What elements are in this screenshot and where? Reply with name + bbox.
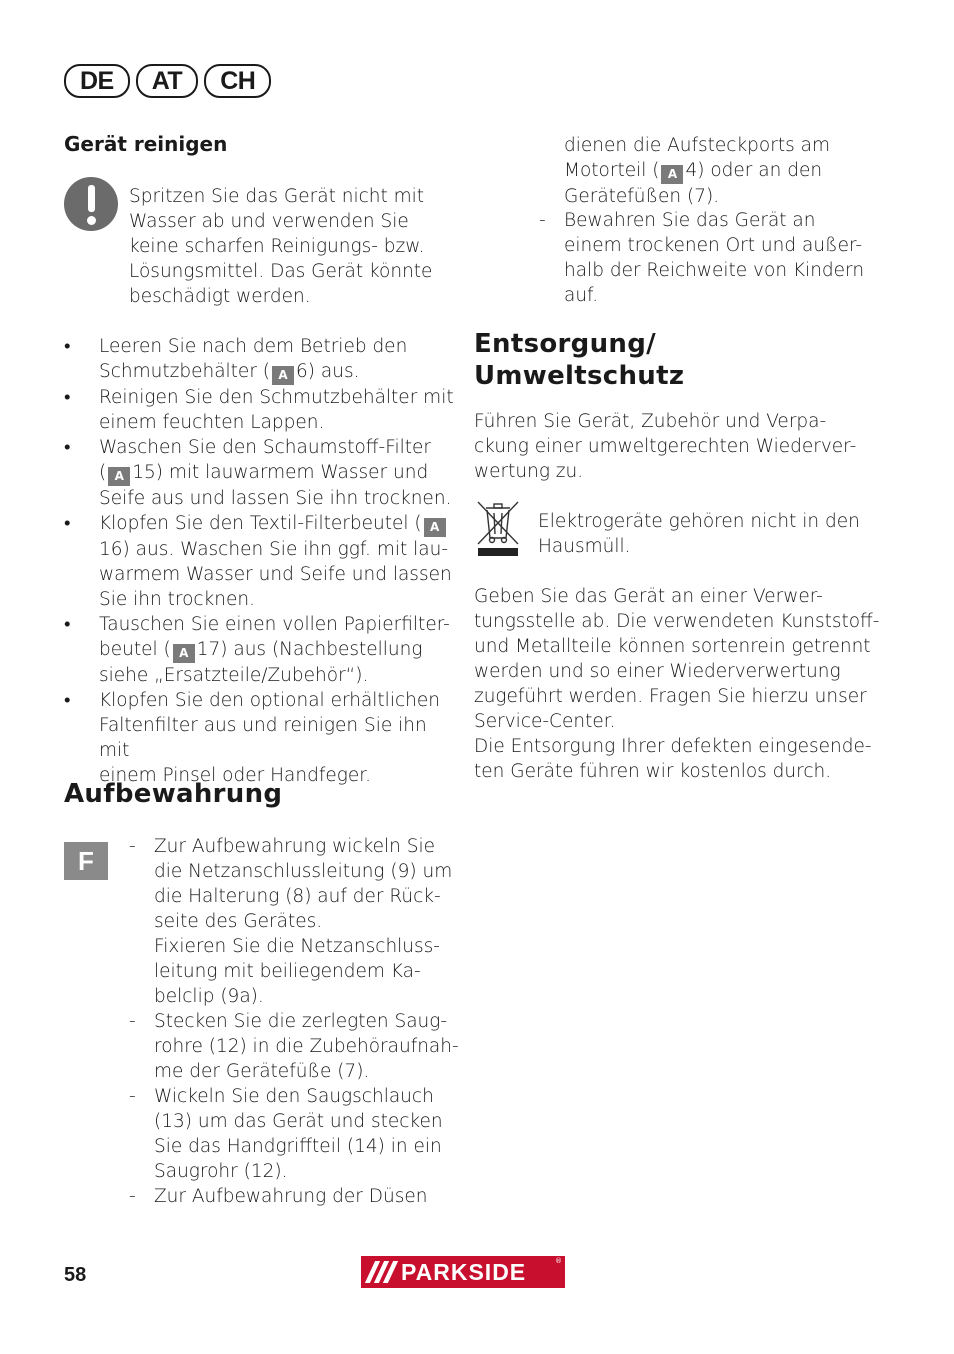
text-line: Saugrohr (12). bbox=[154, 1161, 288, 1182]
text-fragment: 15) mit lauwarmem Wasser und bbox=[132, 462, 429, 483]
language-badges bbox=[64, 64, 271, 98]
text-line bbox=[99, 359, 454, 385]
registered-mark: ® bbox=[555, 1257, 562, 1265]
text-line: halb der Reichweite von Kindern bbox=[564, 260, 865, 281]
text-line bbox=[564, 184, 894, 209]
list-item bbox=[64, 334, 454, 385]
text-line: auf. bbox=[564, 285, 599, 306]
list-item bbox=[64, 385, 454, 435]
text-line: werden und so einer Wiederverwertung bbox=[474, 661, 841, 682]
heading-line: Entsorgung/ bbox=[474, 329, 656, 359]
text-fragment: einem feuchten Lappen. bbox=[99, 412, 325, 433]
text-line: Wickeln Sie den Saugschlauch bbox=[154, 1086, 434, 1107]
text-line: die Netzanschlussleitung (9) um bbox=[154, 861, 453, 882]
text-line bbox=[99, 663, 454, 688]
text-line bbox=[99, 486, 454, 511]
clean-heading: Gerät reinigen bbox=[64, 132, 228, 156]
text-line bbox=[564, 158, 894, 184]
text-line bbox=[99, 537, 454, 562]
text-line: leitung mit beiliegendem Ka- bbox=[154, 961, 421, 982]
storage-item: - Bewahren Sie das Gerät an einem trockenen Ort und außer- halb der Reichweite von Kindern auf. bbox=[539, 208, 869, 308]
figure-a-badge: A bbox=[173, 644, 195, 663]
figure-a-badge: A bbox=[424, 518, 446, 537]
text-fragment: Seife aus und lassen Sie ihn trocknen. bbox=[99, 488, 452, 509]
cleaning-bullet-list bbox=[64, 334, 454, 788]
warning-line: keine scharfen Reinigungs- bzw. bbox=[129, 236, 425, 257]
weee-bin-icon bbox=[474, 498, 522, 560]
storage-list-continued bbox=[539, 208, 869, 308]
disposal-paragraph-2 bbox=[474, 584, 904, 784]
text-fragment: dienen die Aufsteckports am bbox=[564, 135, 830, 156]
text-fragment: Motorteil ( bbox=[564, 160, 660, 181]
storage-item: - Stecken Sie die zerlegten Saug- rohre (12) in die Zubehöraufnah- me der Gerätefüße (7). bbox=[129, 1011, 459, 1082]
text-fragment: Reinigen Sie den Schmutzbehälter mit bbox=[99, 387, 454, 408]
text-line bbox=[99, 385, 454, 410]
text-fragment: warmem Wasser und Seife und lassen bbox=[99, 564, 452, 585]
text-line: Elektrogeräte gehören nicht in den bbox=[538, 511, 860, 532]
text-line bbox=[99, 460, 454, 486]
text-line: tungsstelle ab. Die verwendeten Kunststoff- bbox=[474, 611, 880, 632]
text-line: rohre (12) in die Zubehöraufnah- bbox=[154, 1036, 459, 1057]
lang-badge-at: AT bbox=[136, 64, 198, 98]
text-line bbox=[564, 133, 894, 158]
lang-badge-de: DE bbox=[64, 64, 130, 98]
text-line bbox=[99, 612, 454, 637]
text-line: Stecken Sie die zerlegten Saug- bbox=[154, 1011, 448, 1032]
text-line: zugeführt werden. Fragen Sie hierzu unser bbox=[474, 686, 867, 707]
text-line: ten Geräte führen wir kostenlos durch. bbox=[474, 761, 832, 782]
warning-text bbox=[129, 184, 449, 309]
warning-line: beschädigt werden. bbox=[129, 286, 311, 307]
text-line: seite des Gerätes. bbox=[154, 911, 323, 932]
text-line: Zur Aufbewahrung wickeln Sie bbox=[154, 836, 436, 857]
warning-line: Spritzen Sie das Gerät nicht mit bbox=[129, 186, 425, 207]
text-line: Service-Center. bbox=[474, 711, 616, 732]
text-fragment: Sie ihn trocknen. bbox=[99, 589, 255, 610]
text-fragment: Faltenfilter aus und reinigen Sie ihn mit bbox=[99, 715, 427, 761]
list-item bbox=[64, 511, 454, 612]
text-line: Zur Aufbewahrung der Düsen bbox=[154, 1186, 428, 1207]
brand-name: PARKSIDE bbox=[401, 1258, 527, 1285]
text-fragment: ( bbox=[99, 462, 107, 483]
text-line: Hausmüll. bbox=[538, 536, 631, 557]
text-line bbox=[99, 410, 454, 435]
text-line: Die Entsorgung Ihrer defekten eingesende- bbox=[474, 736, 872, 757]
text-fragment: siehe „Ersatzteile/Zubehör“). bbox=[99, 665, 369, 686]
text-fragment: Schmutzbehälter ( bbox=[99, 361, 271, 382]
list-item bbox=[64, 688, 454, 788]
text-line bbox=[99, 511, 454, 537]
text-line bbox=[99, 688, 454, 713]
text-line: Geben Sie das Gerät an einer Verwer- bbox=[474, 586, 823, 607]
text-fragment: Gerätefüßen (7). bbox=[564, 186, 720, 207]
text-fragment: Tauschen Sie einen vollen Papierfilter- bbox=[99, 614, 450, 635]
disposal-heading bbox=[474, 328, 684, 392]
list-item bbox=[64, 612, 454, 688]
text-fragment: Klopfen Sie den optional erhältlichen bbox=[99, 690, 440, 711]
list-item bbox=[64, 435, 454, 511]
text-line: belclip (9a). bbox=[154, 986, 264, 1007]
figure-f-badge: F bbox=[64, 842, 108, 880]
text-fragment: einem Pinsel oder Handfeger. bbox=[99, 765, 371, 786]
logo-slashes bbox=[361, 1256, 399, 1288]
parkside-logo bbox=[361, 1256, 565, 1288]
text-line: ckung einer umweltgerechten Wiederver- bbox=[474, 436, 857, 457]
text-line: me der Gerätefüße (7). bbox=[154, 1061, 370, 1082]
text-line: die Halterung (8) auf der Rück- bbox=[154, 886, 441, 907]
text-line: Sie das Handgriffteil (14) in ein bbox=[154, 1136, 442, 1157]
page-number: 58 bbox=[64, 1264, 87, 1286]
text-line: Bewahren Sie das Gerät an bbox=[564, 210, 816, 231]
weee-text bbox=[538, 509, 898, 559]
text-fragment: 16) aus. Waschen Sie ihn ggf. mit lau- bbox=[99, 539, 448, 560]
storage-item: - Zur Aufbewahrung wickeln Sie die Netzanschlussleitung (9) um die Halterung (8) auf der Rück- seite des Gerätes. Fixieren Sie die Netzanschluss- leitung mit beiliegendem Ka- belclip (9a). bbox=[129, 834, 459, 1009]
text-line: wertung zu. bbox=[474, 461, 584, 482]
text-line bbox=[99, 435, 454, 460]
warning-line: Wasser ab und verwenden Sie bbox=[129, 211, 409, 232]
text-line bbox=[99, 713, 454, 763]
storage-item: - Zur Aufbewahrung der Düsen bbox=[129, 1184, 459, 1209]
lang-badge-ch: CH bbox=[204, 64, 271, 98]
text-line bbox=[99, 562, 454, 587]
figure-a-badge: A bbox=[108, 467, 130, 486]
figure-a-badge: A bbox=[272, 366, 294, 385]
disposal-paragraph-1 bbox=[474, 409, 894, 484]
text-line: einem trockenen Ort und außer- bbox=[564, 235, 863, 256]
text-fragment: Waschen Sie den Schaumstoff-Filter bbox=[99, 437, 432, 458]
text-line bbox=[99, 587, 454, 612]
text-fragment: Leeren Sie nach dem Betrieb den bbox=[99, 336, 408, 357]
storage-list bbox=[129, 834, 459, 1209]
text-line: Führen Sie Gerät, Zubehör und Verpa- bbox=[474, 411, 827, 432]
text-fragment: 4) oder an den bbox=[685, 160, 823, 181]
warning-icon bbox=[64, 177, 118, 231]
warning-line: Lösungsmittel. Das Gerät könnte bbox=[129, 261, 433, 282]
text-fragment: 6) aus. bbox=[296, 361, 360, 382]
figure-a-badge: A bbox=[661, 165, 683, 184]
text-line bbox=[99, 637, 454, 663]
text-fragment: Klopfen Sie den Textil-Filterbeutel ( bbox=[99, 513, 422, 534]
storage-item: - Wickeln Sie den Saugschlauch (13) um das Gerät und stecken Sie das Handgriffteil (14) in ein Saugrohr (12). bbox=[129, 1084, 459, 1184]
text-line: (13) um das Gerät und stecken bbox=[154, 1111, 443, 1132]
text-fragment: beutel ( bbox=[99, 639, 171, 660]
text-line: Fixieren Sie die Netzanschluss- bbox=[154, 936, 440, 957]
text-line bbox=[99, 334, 454, 359]
text-fragment: 17) aus (Nachbestellung bbox=[196, 639, 423, 660]
text-line: und Metallteile können sortenrein getrennt bbox=[474, 636, 871, 657]
heading-line: Umweltschutz bbox=[474, 361, 685, 391]
storage-continuation bbox=[564, 133, 894, 209]
storage-heading: Aufbewahrung bbox=[64, 779, 283, 809]
